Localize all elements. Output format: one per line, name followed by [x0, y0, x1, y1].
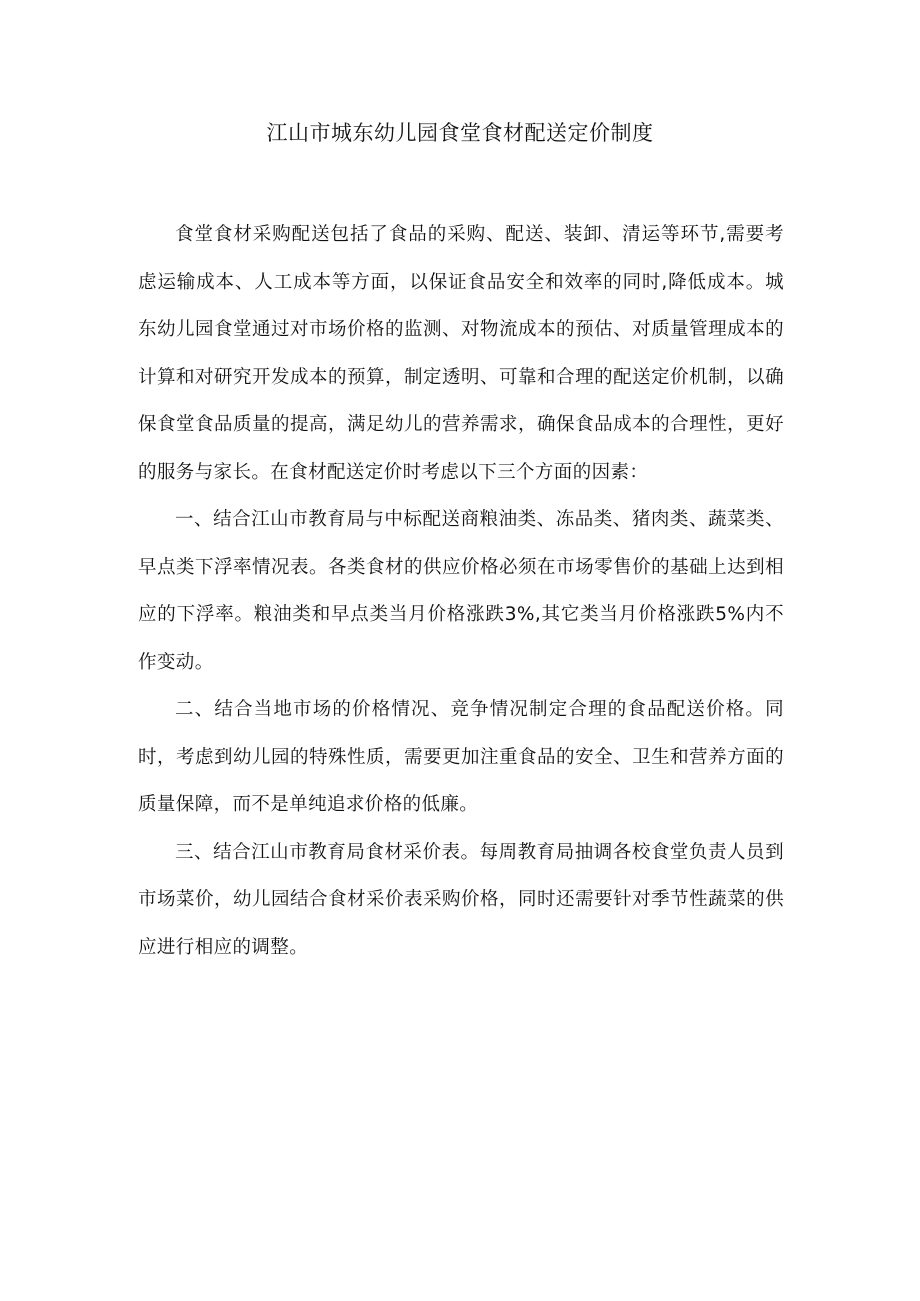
paragraph-intro: 食堂食材采购配送包括了食品的采购、配送、装卸、清运等环节,需要考虑运输成本、人工成本等方面，以保证食品安全和效率的同时,降低成本。城东幼儿园食堂通过对市场价格的监测、对物流成本的预估、对质量管理成本的计算和对研究开发成本的预算，制定透明、可靠和合理的配送定价机制，以确保食堂食品质量的提高，满足幼儿的营养需求，确保食品成本的合理性，更好的服务与家长。在食材配送定价时考虑以下三个方面的因素：	[138, 224, 784, 483]
paragraph-item-1: 一、结合江山市教育局与中标配送商粮油类、冻品类、猪肉类、蔬菜类、早点类下浮率情况表。各类食材的供应价格必须在市场零售价的基础上达到相应的下浮率。粮油类和早点类当月价格涨跌3%,其它类当月价格涨跌5%内不作变动。	[138, 509, 784, 673]
document-body	[138, 211, 784, 971]
document-title: 江山市城东幼儿园食堂食材配送定价制度	[266, 121, 654, 145]
paragraph-item-3: 三、结合江山市教育局食材采价表。每周教育局抽调各校食堂负责人员到市场菜价，幼儿园结合食材采价表采购价格，同时还需要针对季节性蔬菜的供应进行相应的调整。	[138, 841, 784, 958]
paragraph-item-2: 二、结合当地市场的价格情况、竞争情况制定合理的食品配送价格。同时，考虑到幼儿园的特殊性质，需要更加注重食品的安全、卫生和营养方面的质量保障，而不是单纯追求价格的低廉。	[138, 699, 784, 815]
